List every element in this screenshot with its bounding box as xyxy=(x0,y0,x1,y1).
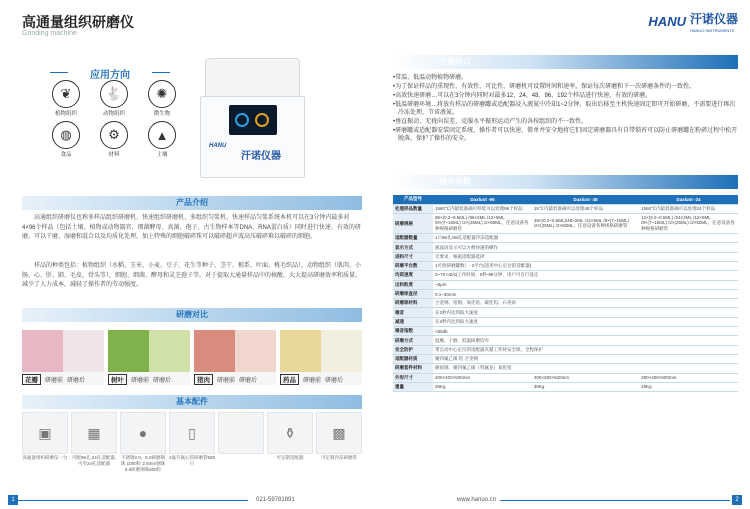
accessory-image: ▩ xyxy=(316,412,362,454)
spec-value: 硬质钢、聚四氟乙烯（特氟龙）氧化锆 xyxy=(433,364,738,373)
accessory-item xyxy=(169,412,215,473)
table-header: Daxluot -24 xyxy=(639,195,738,204)
table-header: Daxluot -96 xyxy=(433,195,532,204)
logo-english: HANUO INSTRUMENTS xyxy=(689,28,735,33)
accessory-label: 可定制冷冻研磨管 xyxy=(321,455,357,460)
phone-number: 021-59781891 xyxy=(256,497,295,503)
spec-key: 研磨套件材料 xyxy=(393,364,433,373)
spec-value: 48×(0.2~0.5ML)/48×2ML /12×5ML /8×(7~15ML) /2×(25ML) /2×50ML，任意设备各种规格研磨管 xyxy=(532,214,639,234)
brand-logo xyxy=(648,10,738,33)
spec-key: 研磨球材料 xyxy=(393,299,433,308)
app-item xyxy=(44,121,88,158)
table-row xyxy=(393,373,738,382)
accessory-label: 2毫升离心管研磨管500只 xyxy=(169,455,216,466)
comparison-card xyxy=(194,330,276,385)
spec-value: 1可放研磨罐数）- 2平台(适用中心定位的适配器) xyxy=(433,261,738,270)
spec-value: 280×400×500mm xyxy=(639,373,738,382)
footer-line xyxy=(500,500,730,501)
rabbit-icon: 🐇 xyxy=(100,80,128,108)
spec-value: 液晶屏显示可以方便快速的操作 xyxy=(433,243,738,252)
accessory-image: ▦ xyxy=(71,412,117,454)
spec-value: 湿磨、干磨、低温研磨均可 xyxy=(433,336,738,345)
spec-value: 96×(0.2~0.5ML) /96×2ML /12×5ML /8×(7~15ML) /2×(25ML) /2×50ML，任意设备各种规格研磨管 xyxy=(433,214,532,234)
intro-heading: 产品介绍 xyxy=(176,198,208,207)
table-row xyxy=(393,243,738,252)
logo-mark: HANU xyxy=(648,14,686,29)
food-icon: ◍ xyxy=(52,121,80,149)
table-row xyxy=(393,261,738,270)
leaf-icon: ❦ xyxy=(52,80,80,108)
params-heading-bar xyxy=(393,175,738,189)
applications-grid xyxy=(44,80,184,158)
table-row xyxy=(393,345,738,354)
table-header: 产品型号 xyxy=(393,195,433,204)
app-label: 植物组织 xyxy=(54,111,77,117)
spec-key: 研磨球直径 xyxy=(393,289,433,298)
accessory-item xyxy=(22,412,68,473)
device-illustration xyxy=(200,58,310,178)
app-item xyxy=(44,80,88,117)
spec-value: 0~70 HZ/s(工作时间：0秒-99分钟，用户可自行设定 xyxy=(433,271,738,280)
table-row xyxy=(393,252,738,261)
device-lid xyxy=(205,58,300,98)
accessories-list xyxy=(22,412,362,473)
app-item xyxy=(140,121,184,158)
spec-value: 聚四氟乙烯 铝 合金钢 xyxy=(433,354,738,363)
intro-paragraph-1: 高通组织研磨仪也称多样品组织研磨机、快速组织研磨机、多组织匀浆机、快速样品匀浆系统本机可以在3分钟内最多对4×96个样品（包括土壤、植物或动物器官、细菌酵母、真菌、孢子、古生物样本等DNA、RNA蛋白质）同时进行快速、有效的研磨。可以干磨、湿磨和混合以及均质化处理，加上特殊的细胞破碎珠可以破碎超声波高压破碎难以破碎的细胞。 xyxy=(22,215,361,240)
app-label: 土壤 xyxy=(156,152,168,158)
features-heading-bar xyxy=(393,55,738,69)
spec-value: 在2秒内达到取大速度 xyxy=(433,308,738,317)
table-row xyxy=(393,364,738,373)
spec-value: 无要求，根据适配器选择 xyxy=(433,252,738,261)
accessory-item xyxy=(218,412,264,473)
app-item xyxy=(92,121,136,158)
feature-item: •低温研磨环境…将放有样品的研磨罐或适配器浸入液氮中冷却1~2分钟，取出后移至主机快速固定即可开始研磨，不需要进行再次冷冻处理，节省液氮。 xyxy=(393,102,736,116)
applications-heading: 应用方向 xyxy=(50,66,170,81)
app-label: 材料 xyxy=(108,152,120,158)
device-brand: 汗诺仪器 xyxy=(241,151,281,162)
comparison-label xyxy=(22,374,85,385)
spec-value: 25Kg xyxy=(639,382,738,391)
before-label: 研磨前 xyxy=(217,378,236,384)
table-row xyxy=(393,336,738,345)
feature-item: •研磨罐或适配器安装固定系统，操作者可以快速、简单并安全地将它们固定研磨器具有自带锁苔可以防止研磨罐在粉碎过程中松开脱落，保护了操作的安全。 xyxy=(393,128,738,142)
comparison-image xyxy=(22,330,104,372)
spec-value: 12×(0.2~0.5ML) /24×2ML /12×5ML /8×(7~15ML) /2×(25ML) /2×50ML，任意设备各种规格研磨管 xyxy=(639,214,738,234)
comparison-image xyxy=(108,330,190,372)
spec-key: 安全防护 xyxy=(393,345,433,354)
device-body xyxy=(200,96,305,178)
spec-key: 研磨规格 xyxy=(393,214,433,234)
params-heading: 技术参数 xyxy=(439,177,471,186)
spec-key: 噪音 xyxy=(393,308,433,317)
table-row xyxy=(393,214,738,234)
feature-item: •为了保证样品的重现性、有效性、可比性，研磨机可设置时间和速率，保证每次研磨和下一次研磨条件的一致性。 xyxy=(393,84,696,90)
spec-value: 0.1~30mm xyxy=(433,289,738,298)
spec-value: <55db xyxy=(433,327,738,336)
spec-key: 均质速度 xyxy=(393,271,433,280)
spec-key: 研磨方式 xyxy=(393,336,433,345)
accessory-label: 可配96孔,24孔适配器,可至24孔适配器 xyxy=(71,455,116,466)
app-label: 食品 xyxy=(60,152,72,158)
accessory-image xyxy=(218,412,264,454)
spec-value: 400×400×500mm xyxy=(433,373,532,382)
parts-heading-bar xyxy=(22,395,362,409)
spec-key: 进料尺寸 xyxy=(393,252,433,261)
table-header: Daxluot -48 xyxy=(532,195,639,204)
after-label: 研磨后 xyxy=(67,378,86,384)
feature-item: •垂直振动、无拢向误差，克服水平振形运动产生的各按组织的不一致性。 xyxy=(393,119,588,125)
comparison-label xyxy=(194,374,257,385)
microbe-icon: ✺ xyxy=(148,80,176,108)
spec-key: 研磨平台数 xyxy=(393,261,433,270)
spec-key: 噪音指数 xyxy=(393,327,433,336)
table-row xyxy=(393,299,738,308)
table-row xyxy=(393,327,738,336)
spec-value: 带自动中心定位的适配器夹紧工作时安全锁、全程保护 xyxy=(433,345,738,354)
accessory-image: ▯ xyxy=(169,412,215,454)
accessory-label: 高通量组织研磨仪一台 xyxy=(22,455,68,460)
comparison-image xyxy=(194,330,276,372)
after-label: 研磨后 xyxy=(325,378,344,384)
spec-value: 30Kg xyxy=(532,382,639,391)
app-item xyxy=(92,80,136,117)
spec-key: 减速 xyxy=(393,317,433,326)
before-label: 研磨前 xyxy=(131,378,150,384)
sample-name: 药品 xyxy=(280,374,299,385)
logo-chinese: 汗诺仪器 xyxy=(689,12,738,26)
before-label: 研磨前 xyxy=(45,378,64,384)
grinding-comparison xyxy=(22,330,362,385)
accessory-item xyxy=(120,412,166,473)
spec-key: 处理样品数量 xyxy=(393,204,433,213)
accessory-image: ● xyxy=(120,412,166,454)
comparison-image xyxy=(280,330,362,372)
before-label: 研磨前 xyxy=(303,378,322,384)
spec-value: 400×280×520mm xyxy=(532,373,639,382)
app-label: 动物组织 xyxy=(102,111,125,117)
website: www.hanuo.cn xyxy=(457,497,497,503)
table-row xyxy=(393,308,738,317)
spec-value: 1560℃内最低准确可样低可以处理96个样品 xyxy=(433,204,532,213)
accessory-label: 不锈钢2.0、5.0研磨钢珠 1000粒 2.8mm钢珠5.0研磨钢珠500粒 xyxy=(120,455,166,472)
spec-key: 出料粒度 xyxy=(393,280,433,289)
spec-value: ~5μm xyxy=(433,280,738,289)
table-row xyxy=(393,280,738,289)
intro-paragraph-2: 样品的种类包括：植物组织（水稻、玉米、小麦、豆子、花生等种子、茎干、根系、叶面、桃毛织品），动物组织（肌肉、小肠、心、肝、肺、毛皮、骨头等），细胞、细菌、酵母和灵芝孢子等。对于提取大通量样品中的核酸，大大提高研磨效率和质量，减少了人力成本，减轻了操作者的劳动强度。 xyxy=(22,263,362,288)
intro-heading-bar xyxy=(22,196,362,210)
table-row xyxy=(393,317,738,326)
sample-name: 花瓣 xyxy=(22,374,41,385)
accessory-item xyxy=(316,412,362,473)
footer-line xyxy=(18,500,248,501)
left-footer xyxy=(0,495,375,505)
spec-value: 35Kg xyxy=(433,382,532,391)
parts-heading: 基本配件 xyxy=(176,397,208,406)
table-row xyxy=(393,234,738,243)
app-item xyxy=(140,80,184,117)
table-row xyxy=(393,271,738,280)
spec-value: 合金钢、锆钢、氧化锆、碳化钨、石英砂 xyxy=(433,299,738,308)
page-title: 高通量组织研磨仪 xyxy=(22,14,134,30)
comparison-card xyxy=(22,330,104,385)
accessory-image: ⚱ xyxy=(267,412,313,454)
after-label: 研磨后 xyxy=(153,378,172,384)
spec-key: 外形尺寸 xyxy=(393,373,433,382)
right-page xyxy=(375,0,750,509)
compare-heading: 研磨对比 xyxy=(176,310,208,319)
comparison-label xyxy=(280,374,343,385)
device-screen xyxy=(229,105,277,135)
spec-key: 适配器材质 xyxy=(393,354,433,363)
comparison-label xyxy=(108,374,171,385)
page-number: 2 xyxy=(732,495,742,505)
page-subtitle: Grinding machine xyxy=(22,30,77,37)
accessory-item xyxy=(267,412,313,473)
sample-name: 树叶 xyxy=(108,374,127,385)
spec-table xyxy=(393,195,738,392)
accessory-image: ▣ xyxy=(22,412,68,454)
table-row xyxy=(393,354,738,363)
compare-heading-bar xyxy=(22,308,362,322)
table-row xyxy=(393,382,738,391)
spec-key: 适配器数量 xyxy=(393,234,433,243)
features-list xyxy=(393,74,738,144)
accessory-item xyxy=(71,412,117,473)
spec-value: 1只96孔/48孔适配器冷冻适配器 xyxy=(433,234,738,243)
spec-value: 15℃内最低准确可以处理48个样品 xyxy=(532,204,639,213)
features-heading: 主要特点 xyxy=(439,57,471,66)
device-logo: HANU xyxy=(209,143,227,149)
sample-name: 猪肉 xyxy=(194,374,213,385)
accessory-label: 可定制适配器 xyxy=(276,455,304,460)
material-icon: ⚙ xyxy=(100,121,128,149)
page-number: 1 xyxy=(8,495,18,505)
spec-value: 1560℃内最低准确可以处理24个样品 xyxy=(639,204,738,213)
spec-key: 显示方式 xyxy=(393,243,433,252)
app-label: 微生物 xyxy=(153,111,171,117)
comparison-card xyxy=(108,330,190,385)
spec-value: 在2秒内达到取大速度 xyxy=(433,317,738,326)
right-footer xyxy=(375,495,750,505)
soil-icon: ▲ xyxy=(148,121,176,149)
table-row xyxy=(393,204,738,213)
after-label: 研磨后 xyxy=(239,378,258,384)
feature-item: •常温、低温动物植物研磨。 xyxy=(393,75,468,81)
table-row xyxy=(393,289,738,298)
spec-key: 重量 xyxy=(393,382,433,391)
comparison-card xyxy=(280,330,362,385)
feature-item: •高效快速研磨…可以在3分钟内同时对最多12、24、48、96、192个样品进行快速、有效的研磨。 xyxy=(393,93,652,99)
